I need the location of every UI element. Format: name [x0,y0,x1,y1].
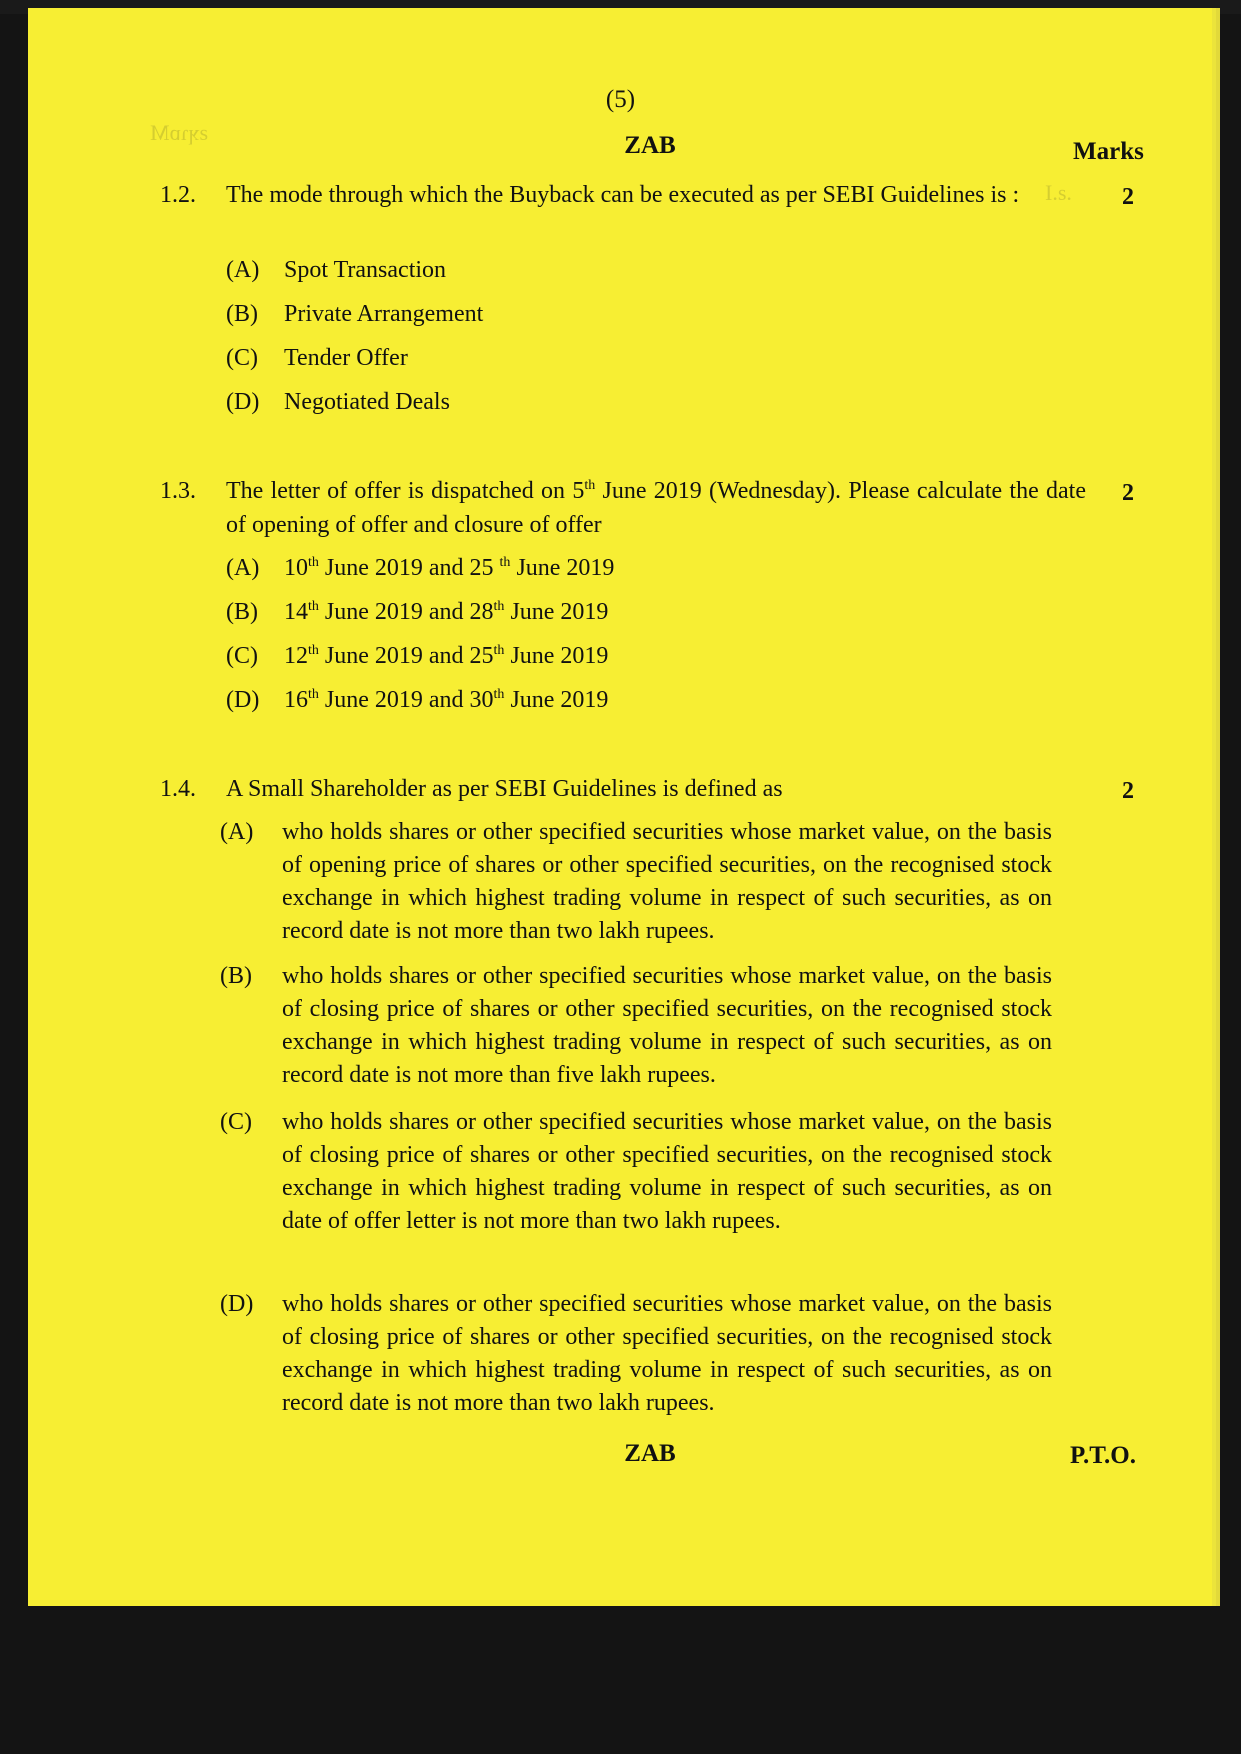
page-number: (5) [605,86,636,113]
question-marks: 2 [1122,480,1134,506]
bleed-through-number: .ƨ.I [1045,180,1072,205]
marks-column-heading: Marks [1073,138,1144,165]
option-a: (A) 10th June 2019 and 25 $^{th}$ June 2019 [226,555,615,581]
please-turn-over: P.T.O. [1070,1442,1136,1469]
option-c: (C) who holds shares or other specified securities whose market value, on the basis of closing price of shares or other specified securities, on the recognised stock exchange in which highest trading volume in respect of such securities, as on date of offer letter is not more than two lakh rupees. [220,1109,1052,1234]
question-marks: 2 [1122,184,1134,210]
option-c: (C) 12th June 2019 and 25th June 2019 [226,643,609,669]
question-number: 1.2. [160,182,196,208]
question-1-2 [160,178,1086,212]
question-marks: 2 [1122,778,1134,804]
option-d: (D) Negotiated Deals [226,389,450,415]
question-1-4 [160,772,1086,806]
option-a: (A) who holds shares or other specified securities whose market value, on the basis of opening price of shares or other specified securities, on the recognised stock exchange in which highest trading volume in respect of such securities, as on record date is not more than two lakh rupees. [220,819,1052,944]
option-b: (B) who holds shares or other specified securities whose market value, on the basis of closing price of shares or other specified securities, on the recognised stock exchange in which highest trading volume in respect of such securities, as on record date is not more than five lakh rupees. [220,963,1052,1088]
options-1-2 [226,248,483,424]
option-c: (C) Tender Offer [226,345,408,371]
question-number: 1.3. [160,478,196,504]
option-a: (A) Spot Transaction [226,257,447,283]
paper-code-footer: ZAB [624,1440,676,1467]
question-text: The letter of offer is dispatched on 5th June 2019 (Wednesday). Please calculate the date of opening of offer and closure of offer [226,478,1087,538]
paper-code-header: ZAB [624,132,676,159]
option-d: (D) 16th June 2019 and 30th June 2019 [226,687,609,713]
question-text: The mode through which the Buyback can be executed as per SEBI Guidelines is : [226,182,1020,208]
question-number: 1.4. [160,776,196,802]
option-d: (D) who holds shares or other specified securities whose market value, on the basis of closing price of shares or other specified securities, on the recognised stock exchange in which highest trading volume in respect of such securities, as on record date is not more than two lakh rupees. [220,1291,1052,1416]
question-text: A Small Shareholder as per SEBI Guidelines is defined as [226,776,783,802]
question-1-3 [160,474,1087,542]
option-b: (B) 14th June 2019 and 28th June 2019 [226,599,609,625]
options-1-3 [226,546,614,722]
bleed-through-marks: ƨʞɿɒM [150,120,208,145]
option-b: (B) Private Arrangement [226,301,484,327]
